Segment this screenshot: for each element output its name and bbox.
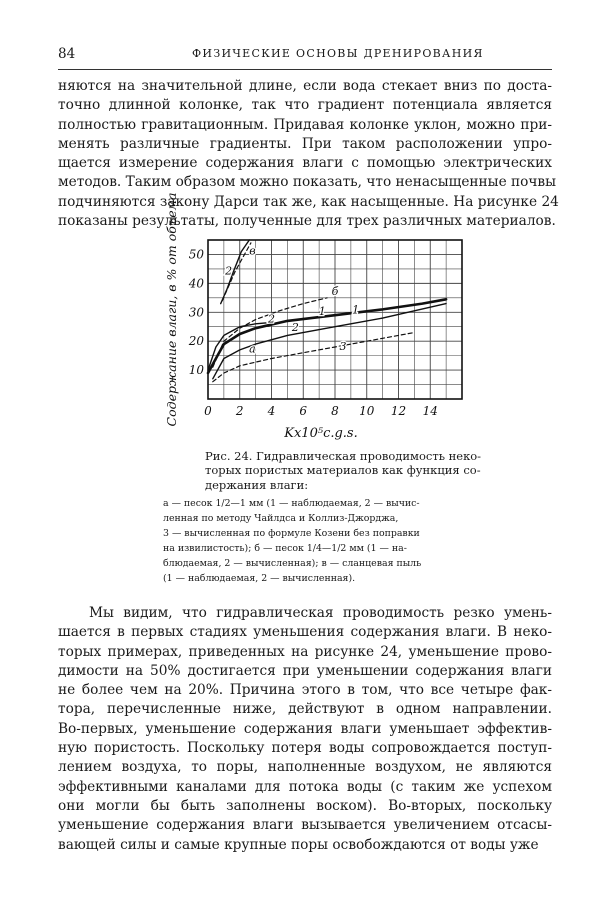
- curve-label: 1: [318, 305, 326, 319]
- text-line: уменьшение содержания влаги вызывается увеличением отсасы-: [58, 817, 552, 834]
- x-axis-label: Kx10⁵c.g.s.: [284, 426, 358, 441]
- text-line: ную пористость. Поскольку потеря воды сопровождается поступ-: [58, 740, 552, 757]
- legend-line: 3 — вычисленная по формуле Козени без поправки: [163, 528, 420, 539]
- x-tick-label: 10: [359, 404, 375, 418]
- running-header: [58, 46, 552, 64]
- text-line: подчиняются закону Дарси так же, как насыщенные. На рисунке 24: [58, 193, 559, 210]
- text-line: эффективными каналами для потока воды (с таким же успехом: [58, 778, 552, 795]
- page-number: 84: [58, 46, 76, 62]
- paragraph-1: [58, 77, 559, 231]
- text-line: полностью гравитационным. Придавая колонке уклон, можно при-: [58, 116, 552, 133]
- running-title: ФИЗИЧЕСКИЕ ОСНОВЫ ДРЕНИРОВАНИЯ: [192, 47, 484, 60]
- text-line: няются на значительной длине, если вода стекает вниз по доста-: [58, 78, 552, 94]
- y-tick-label: 40: [188, 276, 204, 291]
- legend-line: (1 — наблюдаемая, 2 — вычисленная).: [163, 573, 356, 584]
- series-line: [208, 299, 446, 373]
- x-tick-label: 0: [204, 404, 212, 418]
- curve-label: 1: [352, 303, 360, 317]
- legend-line: блюдаемая, 2 — вычисленная); в — сланцевая пыль: [163, 558, 422, 569]
- y-tick-label: 30: [188, 305, 204, 320]
- x-tick-label: 12: [390, 404, 407, 418]
- y-tick-label: 20: [188, 334, 204, 349]
- curve-label: 3: [339, 339, 347, 353]
- paragraph-2: [58, 604, 552, 855]
- text-line: они могли бы быть заполнены воском). Во-вторых, поскольку: [58, 797, 552, 814]
- series-line: [213, 333, 415, 382]
- y-axis-label: Содержание влаги, в % от объема: [164, 192, 179, 427]
- figure-legend: [163, 496, 463, 586]
- text-line: шается в первых стадиях уменьшения содержания влаги. В неко-: [58, 624, 552, 641]
- curve-label: 2: [225, 264, 233, 278]
- curve-label: в: [249, 244, 256, 258]
- x-tick-label: 14: [422, 404, 438, 418]
- legend-line: а — песок 1/2—1 мм (1 — наблюдаемая, 2 — вычис-: [163, 498, 420, 509]
- text-line: димости на 50% достигается при уменьшении содержания влаги: [58, 662, 552, 679]
- header-rule: [58, 69, 552, 70]
- text-line: точно длинной колонке, так что градиент потенциала является: [58, 97, 552, 114]
- text-line: показаны результаты, полученные для трех различных материалов.: [58, 213, 556, 230]
- legend-line: ленная по методу Чайлдса и Коллиз-Джорджа,: [163, 513, 399, 524]
- x-tick-label: 8: [331, 404, 339, 418]
- x-tick-label: 6: [299, 404, 308, 418]
- curve-label: б: [331, 284, 339, 298]
- text-line: не более чем на 20%. Причина этого в том, что все четыре фак-: [58, 682, 552, 699]
- x-tick-label: 4: [267, 404, 276, 418]
- text-line: Мы видим, что гидравлическая проводимость резко умень-: [89, 605, 552, 621]
- y-tick-label: 10: [188, 363, 204, 378]
- text-line: щается измерение содержания влаги с помощью электрических: [58, 155, 552, 172]
- legend-line: на извилистость); б — песок 1/4—1/2 мм (1 — на-: [163, 543, 407, 554]
- text-line: менять различные градиенты. При таком расположении упро-: [58, 135, 552, 152]
- curve-label: а: [249, 342, 256, 356]
- caption-line: держания влаги:: [205, 477, 309, 492]
- text-line: Во-первых, уменьшение содержания влаги уменьшает эффектив-: [58, 720, 552, 737]
- text-line: тора, перечисленные ниже, действуют в одном направлении.: [58, 701, 552, 718]
- caption-line: Рис. 24. Гидравлическая проводимость неко-: [205, 449, 482, 463]
- text-line: вающей силы и самые крупные поры освобождаются от воды уже: [58, 836, 539, 853]
- text-line: методов. Таким образом можно показать, что ненасыщенные почвы: [58, 174, 557, 191]
- text-line: лением воздуха, то поры, наполненные воздухом, не являются: [58, 759, 552, 776]
- x-tick-label: 2: [235, 404, 244, 418]
- text-line: торых примерах, приведенных на рисунке 24, уменьшение прово-: [58, 643, 552, 660]
- caption-line: торых пористых материалов как функция со-: [205, 463, 481, 478]
- curve-label: 2: [291, 321, 299, 335]
- y-tick-label: 50: [188, 247, 204, 262]
- figure-caption: [205, 449, 482, 492]
- curve-label: 2: [268, 312, 275, 326]
